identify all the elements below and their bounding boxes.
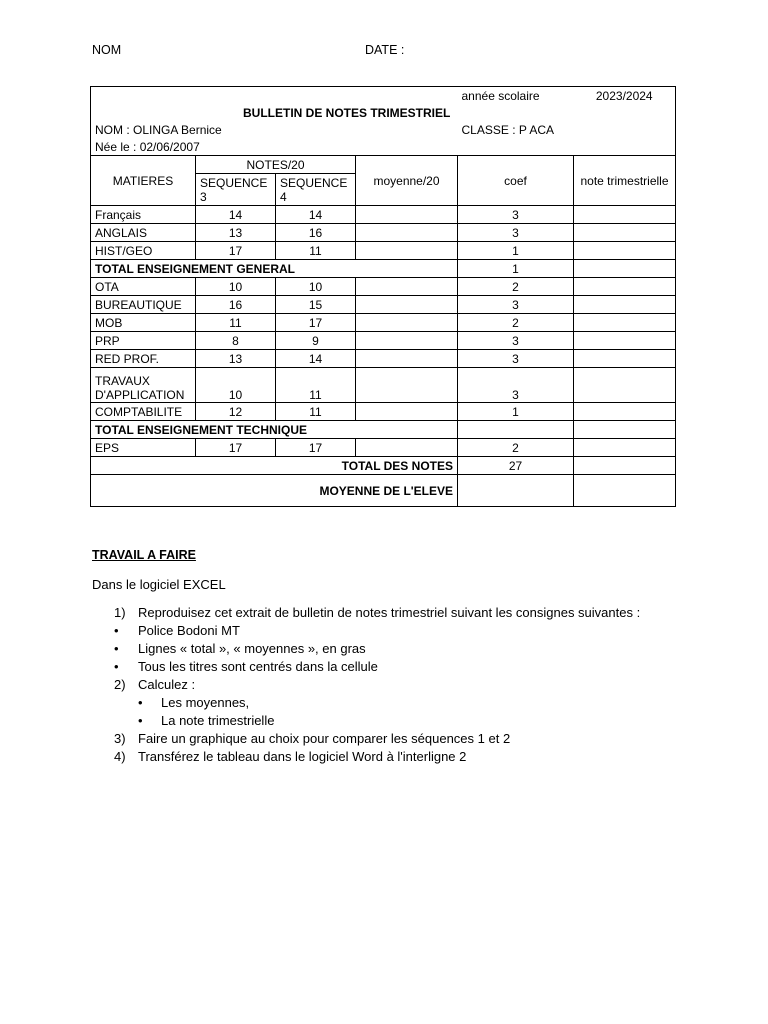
coef-cell: 1	[458, 242, 574, 260]
table-row	[91, 206, 676, 224]
note-trim-cell	[574, 439, 676, 457]
instructions-list	[92, 604, 672, 766]
col-seq4: SEQUENCE 4	[276, 174, 356, 206]
list-item	[92, 676, 672, 694]
moyenne-cell	[356, 296, 458, 314]
seq4-cell: 15	[276, 296, 356, 314]
moyenne-cell	[356, 224, 458, 242]
col-matieres: MATIERES	[91, 156, 196, 206]
note-trim-cell	[574, 242, 676, 260]
note-trim-cell	[574, 475, 676, 507]
coef-cell: 2	[458, 278, 574, 296]
instructions-title: TRAVAIL A FAIRE	[92, 548, 196, 562]
note-trim-cell	[574, 457, 676, 475]
list-marker: 2)	[114, 677, 126, 692]
matiere-cell: Français	[91, 206, 196, 224]
table-row	[91, 278, 676, 296]
col-seq3: SEQUENCE 3	[196, 174, 276, 206]
note-trim-cell	[574, 403, 676, 421]
annee-label: année scolaire	[458, 87, 574, 105]
coef-cell: 3	[458, 206, 574, 224]
matiere-cell: ANGLAIS	[91, 224, 196, 242]
seq4-cell: 16	[276, 224, 356, 242]
coef-cell: 1	[458, 260, 574, 278]
moyenne-cell	[356, 206, 458, 224]
seq3-cell: 10	[196, 278, 276, 296]
moyenne-cell	[356, 314, 458, 332]
bulletin-table	[90, 86, 676, 507]
matiere-cell: OTA	[91, 278, 196, 296]
bulletin-title: BULLETIN DE NOTES TRIMESTRIEL	[91, 104, 676, 121]
note-trim-cell	[574, 296, 676, 314]
total-row	[91, 421, 676, 439]
list-marker: 1)	[114, 605, 126, 620]
coef-cell: 2	[458, 314, 574, 332]
seq4-cell: 17	[276, 314, 356, 332]
list-item-text: Lignes « total », « moyennes », en gras	[138, 641, 366, 656]
coef-cell	[458, 421, 574, 439]
annee-value: 2023/2024	[574, 87, 676, 105]
seq4-cell: 11	[276, 368, 356, 403]
coef-cell: 3	[458, 332, 574, 350]
matiere-cell: COMPTABILITE	[91, 403, 196, 421]
total-row	[91, 260, 676, 278]
list-marker: 3)	[114, 731, 126, 746]
moyenne-cell	[356, 403, 458, 421]
note-trim-cell	[574, 368, 676, 403]
moyenne-cell	[356, 278, 458, 296]
list-item-text: Reproduisez cet extrait de bulletin de notes trimestriel suivant les consignes suivantes :	[138, 605, 641, 620]
matiere-cell: TRAVAUX D'APPLICATION	[91, 368, 196, 403]
matiere-cell: PRP	[91, 332, 196, 350]
list-marker: 4)	[114, 749, 126, 764]
col-notes: NOTES/20	[196, 156, 356, 174]
bullet-icon: •	[114, 641, 119, 656]
table-row	[91, 350, 676, 368]
moyenne-cell	[356, 350, 458, 368]
note-trim-cell	[574, 206, 676, 224]
total-notes-row	[91, 457, 676, 475]
bullet-icon: •	[138, 713, 143, 728]
note-trim-cell	[574, 224, 676, 242]
table-row	[91, 296, 676, 314]
table-row	[91, 314, 676, 332]
col-moyenne: moyenne/20	[356, 156, 458, 206]
list-item-text: La note trimestrielle	[161, 713, 275, 728]
seq3-cell: 17	[196, 439, 276, 457]
note-trim-cell	[574, 314, 676, 332]
coef-cell: 3	[458, 296, 574, 314]
list-item-text: Tous les titres sont centrés dans la cellule	[138, 659, 378, 674]
seq4-cell: 9	[276, 332, 356, 350]
list-item	[92, 604, 672, 622]
moyenne-eleve-label: MOYENNE DE L'ELEVE	[91, 475, 458, 507]
nom-label: NOM	[92, 43, 122, 57]
moyenne-cell	[356, 332, 458, 350]
date-label: DATE :	[365, 43, 405, 57]
student-birthdate: Née le : 02/06/2007	[91, 138, 676, 156]
moyenne-cell	[356, 439, 458, 457]
note-trim-cell	[574, 332, 676, 350]
seq3-cell: 16	[196, 296, 276, 314]
seq3-cell: 17	[196, 242, 276, 260]
total-notes-label: TOTAL DES NOTES	[91, 457, 458, 475]
col-note-trim: note trimestrielle	[574, 156, 676, 206]
list-item	[92, 712, 672, 730]
note-trim-cell	[574, 278, 676, 296]
seq3-cell: 12	[196, 403, 276, 421]
list-item	[92, 730, 672, 748]
table-row	[91, 439, 676, 457]
list-item-text: Transférez le tableau dans le logiciel Word à l'interligne 2	[138, 749, 467, 764]
list-item	[92, 622, 672, 640]
moyenne-cell	[356, 242, 458, 260]
coef-cell	[458, 475, 574, 507]
matiere-cell: EPS	[91, 439, 196, 457]
coef-cell: 1	[458, 403, 574, 421]
bullet-icon: •	[114, 623, 119, 638]
seq3-cell: 14	[196, 206, 276, 224]
list-item-text: Les moyennes,	[161, 695, 250, 710]
table-row	[91, 224, 676, 242]
list-item-text: Police Bodoni MT	[138, 623, 240, 638]
note-trim-cell	[574, 260, 676, 278]
matiere-cell: BUREAUTIQUE	[91, 296, 196, 314]
seq3-cell: 13	[196, 350, 276, 368]
coef-cell: 3	[458, 368, 574, 403]
student-name: NOM : OLINGA Bernice	[91, 121, 458, 138]
seq3-cell: 11	[196, 314, 276, 332]
seq4-cell: 14	[276, 206, 356, 224]
bullet-icon: •	[114, 659, 119, 674]
list-item	[92, 658, 672, 676]
seq4-cell: 10	[276, 278, 356, 296]
table-row	[91, 332, 676, 350]
list-item	[92, 748, 672, 766]
total-technique-label: TOTAL ENSEIGNEMENT TECHNIQUE	[91, 421, 458, 439]
student-class: CLASSE : P ACA	[458, 121, 676, 138]
bullet-icon: •	[138, 695, 143, 710]
coef-cell: 2	[458, 439, 574, 457]
seq4-cell: 17	[276, 439, 356, 457]
total-notes-coef: 27	[458, 457, 574, 475]
seq4-cell: 11	[276, 403, 356, 421]
coef-cell: 3	[458, 350, 574, 368]
list-item	[92, 640, 672, 658]
seq4-cell: 11	[276, 242, 356, 260]
col-coef: coef	[458, 156, 574, 206]
coef-cell: 3	[458, 224, 574, 242]
total-general-label: TOTAL ENSEIGNEMENT GENERAL	[91, 260, 458, 278]
table-row	[91, 403, 676, 421]
list-item	[92, 694, 672, 712]
list-item-text: Faire un graphique au choix pour comparer les séquences 1 et 2	[138, 731, 511, 746]
list-item-text: Calculez :	[138, 677, 196, 692]
table-row	[91, 242, 676, 260]
instructions	[92, 546, 672, 766]
seq3-cell: 13	[196, 224, 276, 242]
note-trim-cell	[574, 421, 676, 439]
seq3-cell: 8	[196, 332, 276, 350]
seq4-cell: 14	[276, 350, 356, 368]
moyenne-cell	[356, 368, 458, 403]
matiere-cell: MOB	[91, 314, 196, 332]
instructions-intro: Dans le logiciel EXCEL	[92, 577, 226, 592]
table-row	[91, 368, 676, 403]
matiere-cell: RED PROF.	[91, 350, 196, 368]
matiere-cell: HIST/GEO	[91, 242, 196, 260]
note-trim-cell	[574, 350, 676, 368]
moyenne-eleve-row	[91, 475, 676, 507]
seq3-cell: 10	[196, 368, 276, 403]
